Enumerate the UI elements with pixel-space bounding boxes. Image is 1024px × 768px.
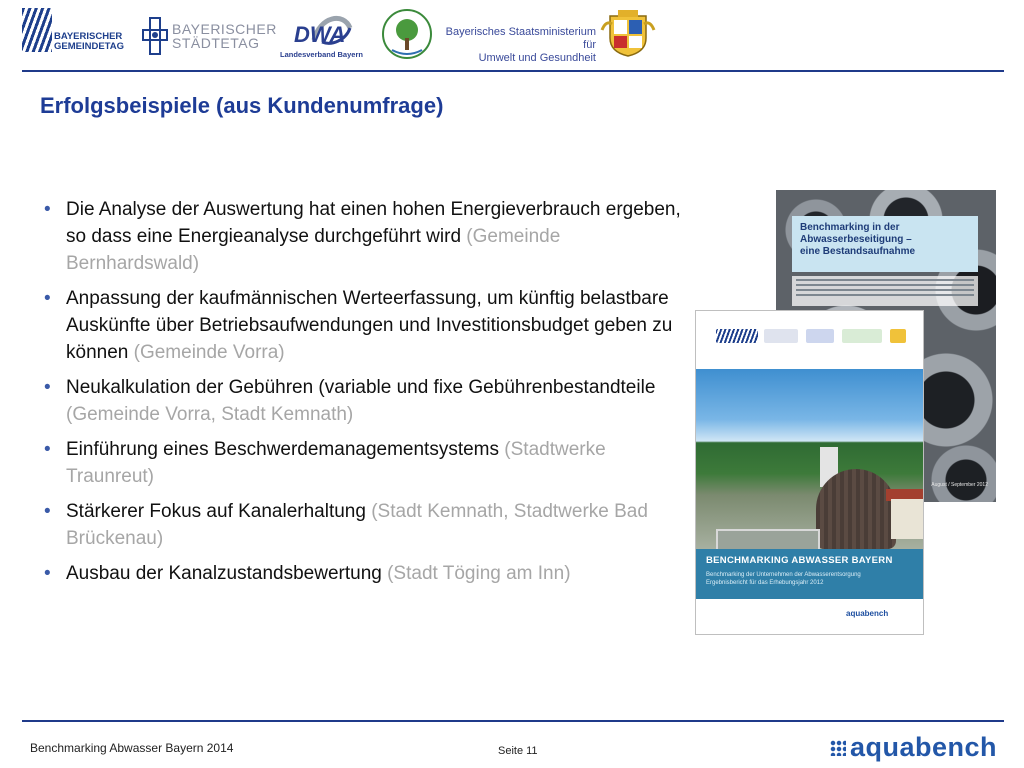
slide-title: Erfolgsbeispiele (aus Kundenumfrage) — [40, 93, 444, 118]
aquabench-wordmark: aquabench — [850, 732, 998, 762]
mini-dwa-icon — [806, 329, 834, 343]
bullet-text: Die Analyse der Auswertung hat einen hohen Energieverbrauch ergeben, so dass eine Energieanalyse durchgeführt wird — [66, 199, 681, 247]
bullet-source: (Gemeinde Vorra, Stadt Kemnath) — [66, 404, 354, 425]
mini-ministry-icon — [842, 329, 882, 343]
bullet-source: (Stadt Kemnath, Stadtwerke Bad Brückenau) — [66, 501, 648, 549]
bullet-item — [44, 560, 684, 587]
dwa-logo — [280, 8, 370, 60]
bullet-source: (Gemeinde Vorra) — [133, 342, 285, 363]
bullet-text: Stärkerer Fokus auf Kanalerhaltung — [66, 501, 372, 522]
page-number: Seite 11 — [498, 745, 538, 757]
bullet-source: (Gemeinde Bernhardswald) — [66, 226, 561, 274]
brochure-front-band — [696, 549, 924, 599]
brochure-back-title-line-3: eine Bestandsaufnahme — [800, 246, 916, 257]
footer-rule — [22, 720, 1004, 722]
brochure-front-cover — [695, 310, 924, 635]
bullet-source: (Stadtwerke Traunreut) — [66, 439, 606, 487]
header-rule — [22, 70, 1004, 72]
brochure-front-brand: aquabench — [846, 609, 889, 618]
brochure-front-title: BENCHMARKING ABWASSER BAYERN — [706, 555, 893, 566]
treatment-plant-photo — [696, 369, 924, 549]
brochure-back-title-line-2: Abwasserbeseitigung – — [800, 234, 912, 245]
mini-staedtetag-icon — [764, 329, 798, 343]
gemeindetag-line-2: GEMEINDETAG — [54, 41, 125, 52]
aquabench-logo — [830, 734, 1010, 768]
brochure-front-subtitle-2: Ergebnisbericht für das Erhebungsjahr 2012 — [706, 580, 824, 586]
bullet-item — [44, 374, 684, 428]
mini-gemeindetag-icon — [716, 329, 758, 343]
bayerischer-gemeindetag-logo — [22, 8, 132, 60]
lfu-seal-logo — [378, 8, 436, 60]
footer-left-text: Benchmarking Abwasser Bayern 2014 — [30, 741, 234, 755]
brochure-back-title-box — [792, 216, 978, 272]
bavarian-coat-of-arms-logo — [600, 8, 656, 60]
brochure-back-date: August / September 2012 — [931, 482, 988, 488]
brochure-back-blurb — [792, 276, 978, 306]
brochure-back-title-line-1: Benchmarking in der — [800, 222, 900, 233]
bayerischer-staedtetag-logo — [142, 8, 277, 60]
brochure-front-subtitle-1: Benchmarking der Unternehmen der Abwasserentsorgung — [706, 572, 861, 578]
gemeindetag-emblem-icon — [22, 8, 52, 52]
bullet-text: Neukalkulation der Gebühren (variable und fixe Gebührenbestandteile — [66, 377, 656, 398]
staedtetag-emblem-icon — [142, 16, 168, 56]
bullet-text: Einführung eines Beschwerdemanagementsystems — [66, 439, 505, 460]
bullet-source: (Stadt Töging am Inn) — [387, 563, 571, 584]
ministry-line-1: Bayerisches Staatsministerium für — [445, 26, 596, 51]
logo-bar — [0, 0, 1024, 70]
coat-of-arms-icon — [600, 8, 656, 58]
bullet-text: Anpassung der kaufmännischen Werteerfassung, um künftig belastbare Auskünfte über Betriebsaufwendungen und Investitionsbudget geben zu können — [66, 288, 673, 363]
brochure-front-logos — [696, 311, 924, 369]
bullet-item — [44, 436, 684, 490]
gemeindetag-line-1: BAYERISCHER — [54, 31, 123, 42]
bullet-item — [44, 285, 684, 366]
bullet-text: Ausbau der Kanalzustandsbewertung — [66, 563, 388, 584]
ministry-logo — [436, 8, 596, 64]
tree-seal-icon — [378, 8, 436, 60]
staedtetag-line-1: BAYERISCHER — [172, 21, 277, 37]
bullet-item — [44, 196, 684, 277]
mini-coat-of-arms-icon — [890, 329, 906, 343]
dwa-name: DWA — [294, 22, 346, 47]
dwa-subtitle: Landesverband Bayern — [280, 50, 363, 59]
bullet-list — [44, 196, 684, 595]
ministry-line-2: Umwelt und Gesundheit — [478, 52, 596, 64]
aquabench-dots-icon — [830, 740, 846, 756]
bullet-item — [44, 498, 684, 552]
staedtetag-line-2: STÄDTETAG — [172, 35, 260, 51]
